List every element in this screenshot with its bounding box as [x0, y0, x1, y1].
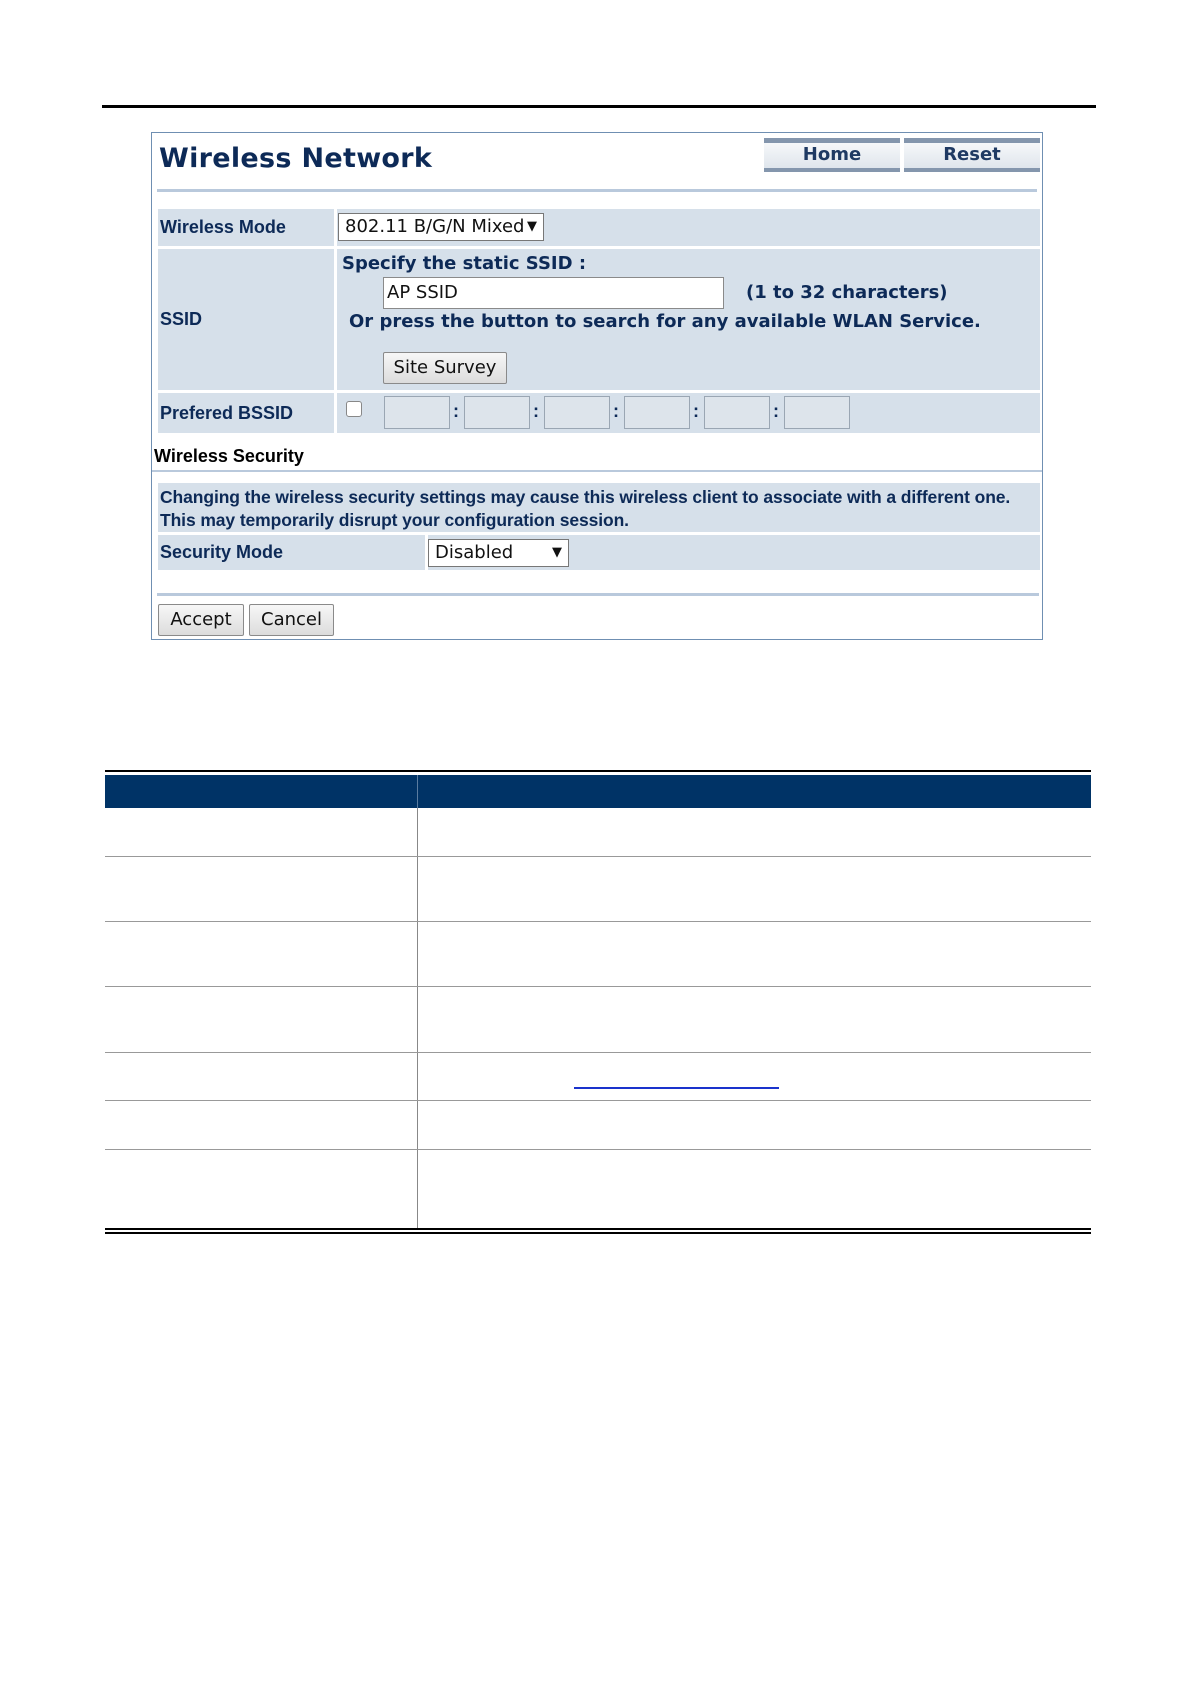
table-bottom-rule: [105, 1232, 1091, 1234]
table-column-divider: [417, 808, 418, 1230]
security-mode-row: [158, 535, 1040, 570]
bssid-enable-checkbox[interactable]: [346, 401, 362, 417]
bssid-octet-5-input[interactable]: [704, 396, 770, 429]
bssid-separator: :: [693, 401, 699, 421]
table-row-divider: [105, 856, 1091, 857]
bssid-octet-1-input[interactable]: [384, 396, 450, 429]
page-header-rule: [102, 105, 1096, 108]
page-title: Wireless Network: [159, 143, 433, 174]
ssid-specify-text: Specify the static SSID :: [342, 253, 587, 274]
cancel-button[interactable]: Cancel: [249, 604, 334, 636]
table-top-rule: [105, 770, 1091, 772]
site-survey-button[interactable]: Site Survey: [383, 352, 507, 384]
wireless-network-panel: [151, 132, 1043, 640]
wireless-mode-value: 802.11 B/G/N Mixed: [345, 216, 525, 237]
accept-button[interactable]: Accept: [158, 604, 244, 636]
bssid-octet-2-input[interactable]: [464, 396, 530, 429]
dropdown-arrow-icon: ▼: [552, 545, 562, 560]
reset-button[interactable]: Reset: [904, 138, 1040, 172]
security-mode-label: Security Mode: [158, 535, 428, 570]
security-mode-select[interactable]: [428, 539, 569, 567]
bssid-octet-3-input[interactable]: [544, 396, 610, 429]
parameter-table: [105, 770, 1091, 1233]
actions-divider: [157, 593, 1039, 596]
bssid-octet-4-input[interactable]: [624, 396, 690, 429]
bssid-octet-6-input[interactable]: [784, 396, 850, 429]
bssid-separator: :: [773, 401, 779, 421]
bssid-label: Prefered BSSID: [158, 393, 337, 433]
wireless-security-heading: Wireless Security: [154, 446, 304, 466]
table-row-divider: [105, 1149, 1091, 1150]
table-header-divider: [417, 775, 418, 808]
security-mode-value: Disabled: [435, 542, 514, 563]
bssid-separator: :: [533, 401, 539, 421]
table-header: [105, 775, 1091, 808]
table-bottom-rule: [105, 1228, 1091, 1230]
title-divider: [157, 189, 1037, 192]
ssid-search-text: Or press the button to search for any available WLAN Service.: [349, 311, 981, 332]
security-warning-row: [158, 483, 1040, 532]
table-row-divider: [105, 986, 1091, 987]
wireless-mode-row: [158, 209, 1040, 246]
dropdown-arrow-icon: ▼: [527, 219, 537, 234]
section-divider: [152, 470, 1042, 472]
table-row-divider: [105, 1100, 1091, 1101]
security-warning-text: Changing the wireless security settings may cause this wireless client to associate with a different one. This may temporarily disrupt your configuration session.: [160, 487, 1011, 530]
bssid-separator: :: [613, 401, 619, 421]
ssid-input[interactable]: AP SSID: [383, 277, 724, 309]
ssid-length-hint: (1 to 32 characters): [746, 282, 948, 303]
wireless-mode-select[interactable]: [338, 213, 544, 241]
bssid-separator: :: [453, 401, 459, 421]
home-button[interactable]: Home: [764, 138, 900, 172]
table-row-divider: [105, 1052, 1091, 1053]
wireless-mode-label: Wireless Mode: [158, 209, 337, 246]
ssid-label: SSID: [158, 249, 337, 390]
table-row-divider: [105, 921, 1091, 922]
table-link[interactable]: [574, 1087, 779, 1089]
